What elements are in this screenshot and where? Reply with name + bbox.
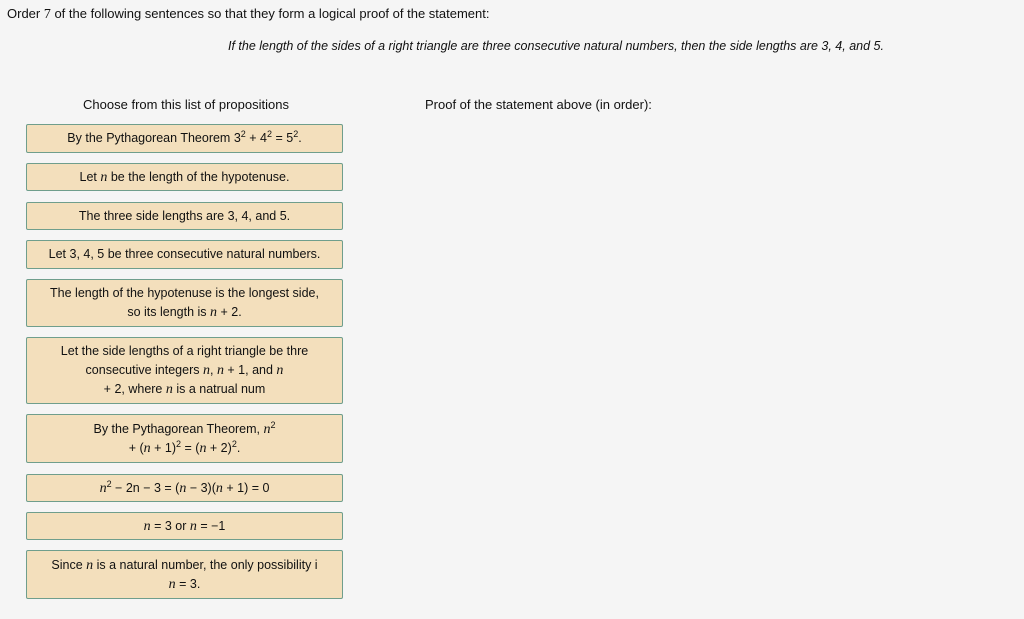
proposition-text: By the Pythagorean Theorem, $n^2$ + $(n + 1)^2 = (n + 2)^2$. [93,419,276,456]
proposition-card[interactable] [26,163,343,191]
proposition-card[interactable] [26,240,343,269]
instruction: Order 7 of the following sentences so that they form a logical proof of the statement: [7,6,490,22]
proposition-text: Let 3, 4, 5 be three consecutive natural numbers. [48,247,321,261]
proposition-card[interactable] [26,202,343,230]
proposition-card[interactable] [26,474,343,502]
proposition-text: Let the side lengths of a right triangle be thre consecutive integers n, n + 1, and n + 2, where n is a natrual num [60,344,309,397]
proposition-card[interactable] [26,512,343,540]
proposition-text: Since n is a natural number, the only possibility i n = 3. [51,557,318,592]
proposition-text: n = 3 or n = −1 [143,518,226,534]
proposition-text: Let n be the length of the hypotenuse. [79,169,290,185]
proposition-card[interactable] [26,414,343,463]
proposition-text: The three side lengths are 3, 4, and 5. [78,208,291,223]
statement: If the length of the sides of a right triangle are three consecutive natural numbers, then the side lengths are 3, 4, and 5. [228,39,884,53]
propositions-heading: Choose from this list of propositions [83,97,289,112]
proposition-text: By the Pythagorean Theorem $3^2 + 4^2 = 5^2$. [67,129,302,145]
proposition-card[interactable] [26,279,343,327]
proposition-text: $n^2 - 2n - 3 = (n - 3)(n + 1) = 0$ [99,478,270,496]
proposition-card[interactable] [26,337,343,404]
proof-heading: Proof of the statement above (in order): [425,97,652,112]
proposition-text: The length of the hypotenuse is the longest side, so its length is n + 2. [50,286,319,320]
proposition-card[interactable] [26,550,343,599]
proof-drop-zone[interactable] [420,120,980,600]
proposition-card[interactable] [26,124,343,153]
